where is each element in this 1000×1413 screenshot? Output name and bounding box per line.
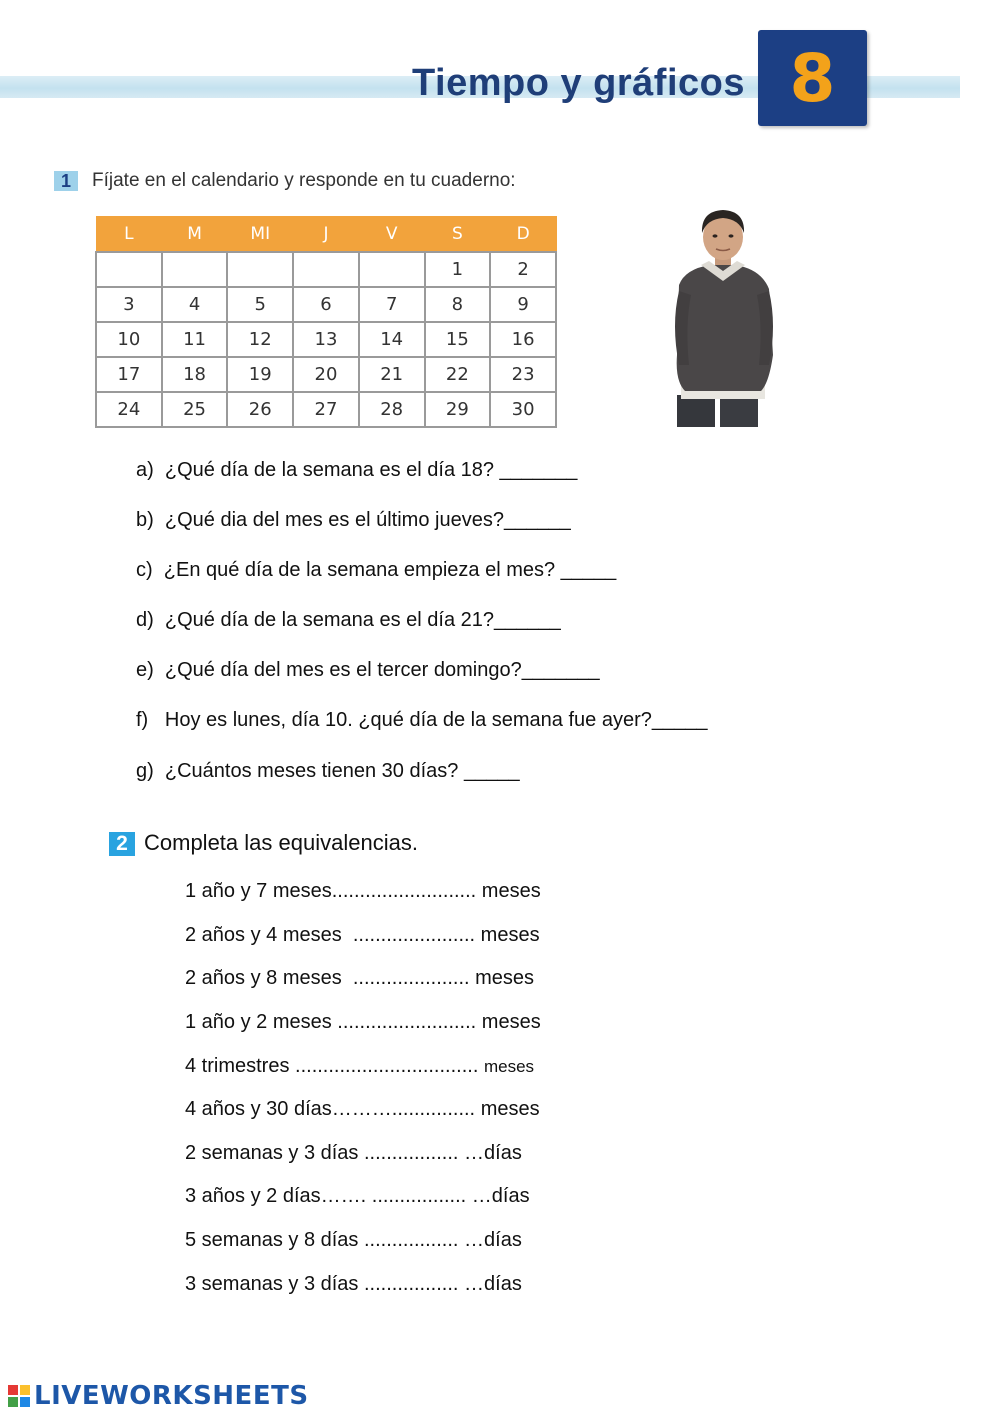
calendar-day-cell: 17: [96, 357, 162, 392]
equivalence-unit: días: [484, 1273, 522, 1295]
calendar-day-cell: [227, 252, 293, 287]
calendar-day-cell: 26: [227, 392, 293, 427]
equivalence-item: 1 año y 7 meses.......................... meses: [185, 880, 541, 902]
equivalence-unit: meses: [481, 1011, 541, 1033]
calendar-header-cell: L: [96, 217, 162, 253]
calendar-header-cell: V: [359, 217, 425, 253]
calendar-day-cell: 27: [293, 392, 359, 427]
calendar-header-cell: J: [293, 217, 359, 253]
calendar-day-cell: 9: [490, 287, 556, 322]
calendar-day-cell: 19: [227, 357, 293, 392]
calendar-day-cell: 30: [490, 392, 556, 427]
calendar-header-cell: D: [490, 217, 556, 253]
question-c: c) ¿En qué día de la semana empieza el mes? _____: [136, 559, 617, 581]
unit-badge: [758, 30, 867, 126]
equivalence-item: 3 semanas y 3 días ................. …días: [185, 1273, 522, 1295]
equivalence-item: 3 años y 2 días……. ................. …días: [185, 1185, 530, 1207]
question-f: f) Hoy es lunes, día 10. ¿qué día de la semana fue ayer?_____: [136, 709, 708, 731]
question-e: e) ¿Qué día del mes es el tercer domingo?_______: [136, 659, 600, 681]
question-a: a) ¿Qué día de la semana es el día 18? _______: [136, 459, 578, 481]
calendar-day-cell: [162, 252, 228, 287]
equivalence-item: 1 año y 2 meses ......................... meses: [185, 1011, 541, 1033]
equivalence-unit: meses: [481, 880, 541, 902]
calendar-day-cell: 1: [425, 252, 491, 287]
calendar-day-cell: 23: [490, 357, 556, 392]
calendar-day-cell: 29: [425, 392, 491, 427]
calendar-week-row: [96, 252, 556, 287]
calendar-day-cell: 7: [359, 287, 425, 322]
calendar-day-cell: 22: [425, 357, 491, 392]
liveworksheets-logo: [8, 1381, 309, 1411]
page-title: Tiempo y gráficos: [411, 62, 745, 104]
equivalence-unit: días: [491, 1185, 530, 1207]
question-d: d) ¿Qué día de la semana es el día 21?______: [136, 609, 561, 631]
unit-number: 8: [789, 39, 836, 117]
boy-photo: [665, 205, 780, 427]
calendar-day-cell: [359, 252, 425, 287]
calendar-header-cell: MI: [227, 217, 293, 253]
equivalence-item: 2 años y 4 meses ...................... meses: [185, 924, 540, 946]
question-b: b) ¿Qué dia del mes es el último jueves?______: [136, 509, 571, 531]
equivalence-unit: meses: [483, 1057, 535, 1076]
calendar-day-cell: 10: [96, 322, 162, 357]
calendar-header-cell: M: [162, 217, 228, 253]
exercise-2-instruction: Completa las equivalencias.: [144, 830, 418, 855]
exercise-1-instruction: Fíjate en el calendario y responde en tu cuaderno:: [92, 170, 516, 191]
equivalence-unit: días: [484, 1229, 522, 1251]
calendar-day-cell: 25: [162, 392, 228, 427]
calendar-header-cell: S: [425, 217, 491, 253]
calendar-day-cell: 16: [490, 322, 556, 357]
calendar-week-row: [96, 287, 556, 322]
question-g: g) ¿Cuántos meses tienen 30 días? _____: [136, 760, 520, 782]
calendar-day-cell: 20: [293, 357, 359, 392]
calendar-day-cell: 12: [227, 322, 293, 357]
logo-text: LIVEWORKSHEETS: [34, 1381, 309, 1411]
equivalence-unit: días: [484, 1142, 522, 1164]
calendar-day-cell: 2: [490, 252, 556, 287]
equivalence-item: 2 semanas y 3 días ................. …días: [185, 1142, 522, 1164]
calendar-day-cell: 8: [425, 287, 491, 322]
equivalence-unit: meses: [480, 1098, 540, 1120]
calendar-day-cell: 21: [359, 357, 425, 392]
equivalence-unit: meses: [475, 967, 535, 989]
calendar-day-cell: 11: [162, 322, 228, 357]
equivalence-item: 2 años y 8 meses ..................... meses: [185, 967, 535, 989]
calendar-day-cell: 4: [162, 287, 228, 322]
calendar-table: [95, 216, 557, 428]
calendar-header-row: [96, 217, 556, 253]
calendar-day-cell: 24: [96, 392, 162, 427]
exercise-1-number: 1: [54, 171, 78, 191]
calendar-day-cell: 6: [293, 287, 359, 322]
calendar-day-cell: 15: [425, 322, 491, 357]
calendar-day-cell: 5: [227, 287, 293, 322]
calendar-day-cell: 3: [96, 287, 162, 322]
calendar-week-row: [96, 322, 556, 357]
calendar-day-cell: [293, 252, 359, 287]
equivalence-item: 4 trimestres ................................. meses: [185, 1055, 535, 1077]
equivalence-item: 4 años y 30 días………............... meses: [185, 1098, 540, 1120]
calendar-day-cell: 14: [359, 322, 425, 357]
calendar-day-cell: 28: [359, 392, 425, 427]
calendar-day-cell: [96, 252, 162, 287]
calendar-day-cell: 18: [162, 357, 228, 392]
calendar-day-cell: 13: [293, 322, 359, 357]
equivalence-item: 5 semanas y 8 días ................. …días: [185, 1229, 522, 1251]
liveworksheets-logo-icon: [8, 1385, 30, 1407]
exercise-2-number: 2: [109, 832, 135, 856]
calendar-week-row: [96, 392, 556, 427]
equivalence-unit: meses: [480, 924, 540, 946]
calendar-week-row: [96, 357, 556, 392]
